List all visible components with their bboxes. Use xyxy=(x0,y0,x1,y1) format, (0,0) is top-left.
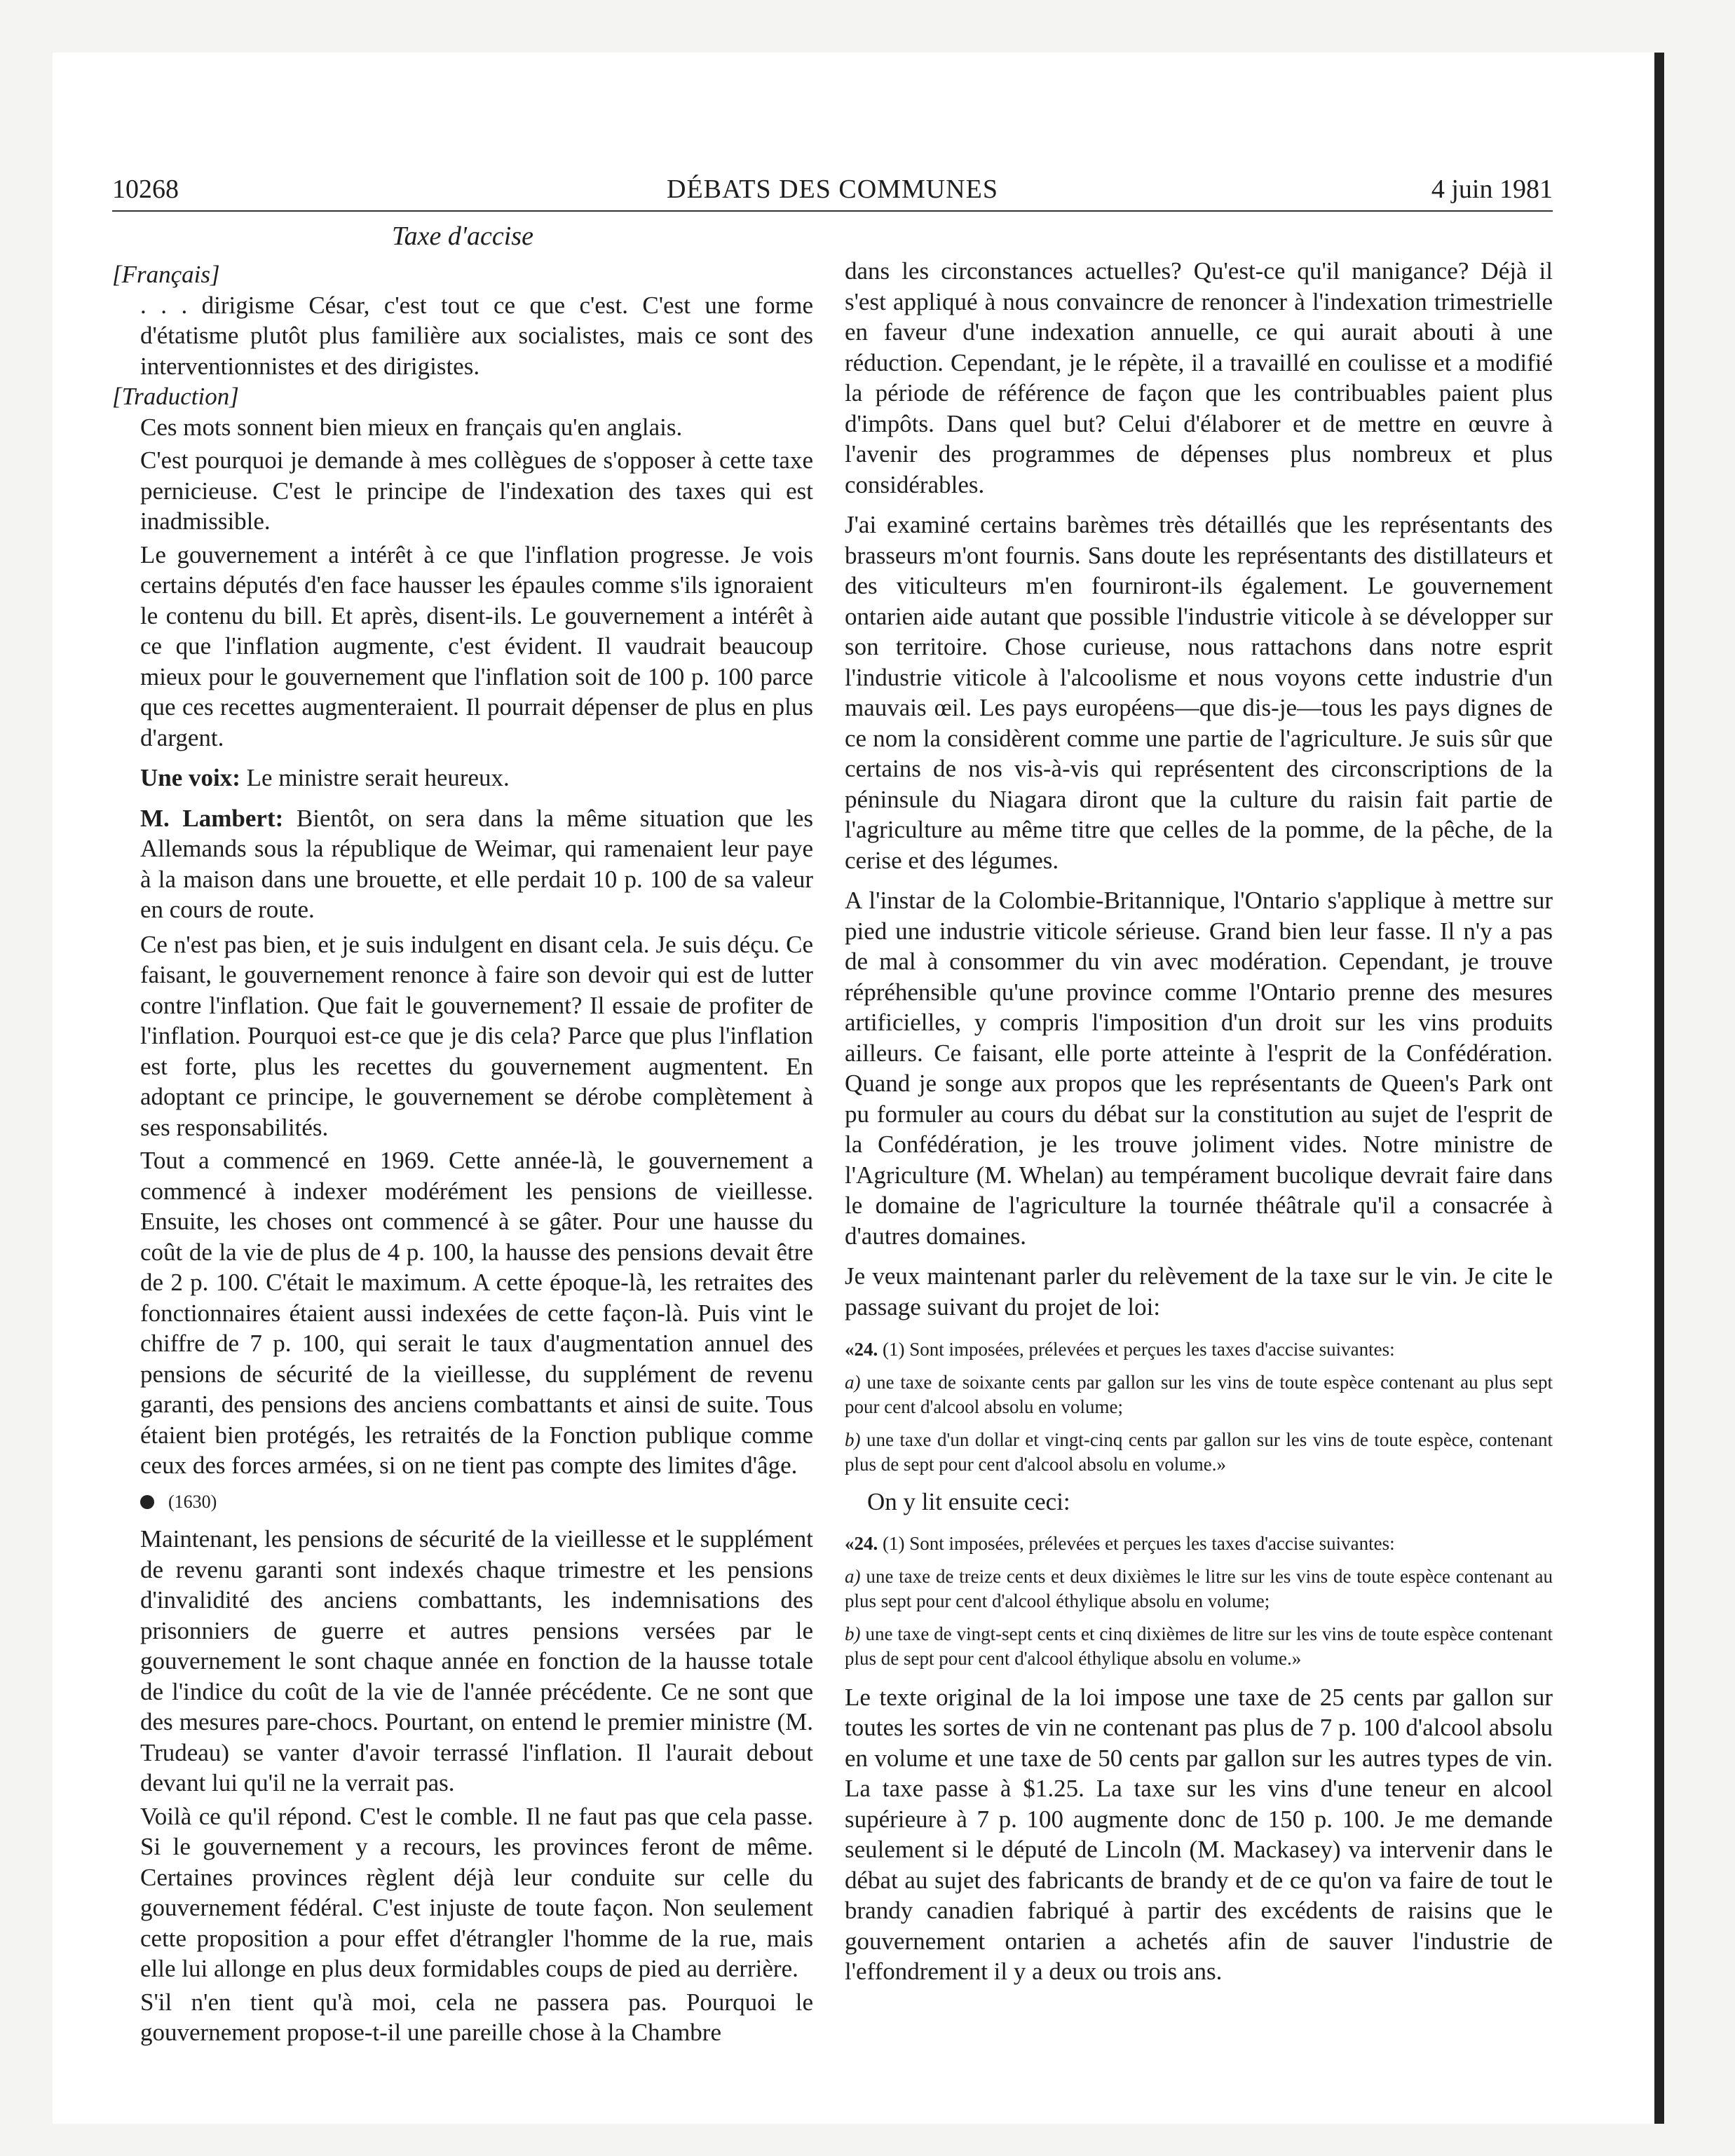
speech-paragraph xyxy=(140,763,813,793)
paragraph: Voilà ce qu'il répond. C'est le comble. Il ne faut pas que cela passe. Si le gouvernement y a recours, les provinces feront de même. Certaines provinces règlent déjà leur conduite sur celle du gouvernement fédéral. C'est injuste de toute façon. Non seulement cette proposition a pour effet d'étrangler l'homme de la rue, mais elle lui allonge en plus deux formidables coups de pied au derrière. xyxy=(140,1802,813,1982)
quote-lead-text: (1) Sont imposées, prélevées et perçues les taxes d'accise suivantes: xyxy=(883,1339,1395,1360)
quote-item-b xyxy=(845,1428,1553,1477)
time-marker xyxy=(140,1487,813,1517)
paragraph: Maintenant, les pensions de sécurité de la vieillesse et le supplément de revenu garanti sont indexés chaque trimestre et les pensions d'invalidité des anciens combattants, les indemnisations des prisonniers de guerre et autres pensions versées par le gouvernement le sont chaque année en fonction de la hausse totale de l'indice du coût de la vie de l'année précédente. Ce ne sont que des mesures pare-chocs. Pourtant, on entend le premier ministre (M. Trudeau) se vanter d'avoir terrassé l'inflation. Il l'aurait debout devant lui qu'il ne la verrait pas. xyxy=(140,1525,813,1796)
bill-quote-2 xyxy=(845,1531,1553,1671)
quote-item-label: a) xyxy=(845,1372,861,1393)
quote-item-label: a) xyxy=(845,1565,861,1587)
paragraph: S'il n'en tient qu'à moi, cela ne passera pas. Pourquoi le gouvernement propose-t-il une pareille chose à la Chambre xyxy=(140,1988,813,2046)
paragraph: A l'instar de la Colombie-Britannique, l'Ontario s'applique à mettre sur pied une industrie viticole sérieuse. Grand bien leur fasse. Il n'y a pas de mal à consommer du vin avec modération. Cependant, je trouve répréhensible qu'une province comme l'Ontario prenne des mesures artificielles, y compris l'imposition d'un droit sur les vins produits ailleurs. Ce faisant, elle porte atteinte à l'esprit de la Confédération. Quand je songe aux propos que les représentants de Queen's Park ont pu formuler au cours du débat sur la constitution au sujet de l'esprit de la Confédération, je les trouve joliment vides. Notre ministre de l'Agriculture (M. Whelan) au tempérament bucolique devrait faire dans le domaine de l'agriculture la tournée théâtrale qu'il a consacrée à d'autres domaines. xyxy=(845,887,1553,1250)
subject-heading: Taxe d'accise xyxy=(392,221,533,251)
quote-item-text: une taxe d'un dollar et vingt-cinq cents par gallon sur les vins de toute espèce, contenant plus de sept pour cent d'alcool absolu en volume.» xyxy=(845,1429,1553,1475)
quote-item-text: une taxe de soixante cents par gallon sur les vins de toute espèce contenant au plus sept pour cent d'alcool absolu en volume; xyxy=(845,1372,1553,1417)
paragraph: dans les circonstances actuelles? Qu'est-ce qu'il manigance? Déjà il s'est appliqué à nous convaincre de renoncer à l'indexation trimestrielle en faveur d'une indexation annuelle, ce qui aurait abouti à une réduction. Cependant, je le répète, il a travaillé en coulisse et a modifié la période de référence de façon que les contribuables paient plus d'impôts. Dans quel but? Celui d'élaborer et de mettre en œuvre à l'avenir des programmes de dépenses plus nombreux et plus considérables. xyxy=(845,257,1553,498)
page-date: 4 juin 1981 xyxy=(1431,175,1553,204)
paragraph: Le gouvernement a intérêt à ce que l'inflation progresse. Je vois certains députés d'en face hausser les épaules comme s'ils ignoraient le contenu du bill. Et après, disent-ils. Le gouvernement a intérêt à ce que l'inflation augmente, c'est évident. Il vaudrait beaucoup mieux pour le gouvernement que l'inflation soit de 100 p. 100 parce que ces recettes augmenteraient. Il pourrait dépenser de plus en plus d'argent. xyxy=(140,540,813,751)
speaker-name: Une voix: xyxy=(140,764,240,791)
language-tag-traduction: [Traduction] xyxy=(112,383,239,410)
quote-lead xyxy=(845,1337,1553,1362)
quote-item-label: b) xyxy=(845,1429,861,1450)
quote-item-label: b) xyxy=(845,1623,861,1644)
paragraph: Le texte original de la loi impose une taxe de 25 cents par gallon sur toutes les sortes de vin ne contenant pas plus de 7 p. 100 d'alcool absolu en volume et une taxe de 50 cents par gallon sur les autres types de vin. La taxe passe à $1.25. La taxe sur les vins d'une teneur en alcool supérieure à 7 p. 100 augmente donc de 150 p. 100. Je me demande seulement si le député de Lincoln (M. Mackasey) va intervenir dans le débat au sujet des fabricants de brandy et de ce qu'on va faire de tout le brandy canadien fabriqué à partir des excédents de raisins que le gouvernement ontarien a achetés afin de sauver l'industrie de l'effondrement il y a deux ou trois ans. xyxy=(845,1683,1553,1985)
paragraph: Je veux maintenant parler du relèvement de la taxe sur le vin. Je cite le passage suivant du projet de loi: xyxy=(845,1262,1553,1321)
quote-item-b xyxy=(845,1622,1553,1671)
quote-lead-text: (1) Sont imposées, prélevées et perçues les taxes d'accise suivantes: xyxy=(883,1532,1395,1554)
language-tag-francais: [Français] xyxy=(112,261,220,288)
bullet-dot-icon xyxy=(140,1495,154,1509)
quote-section-number: «24. xyxy=(845,1339,878,1360)
quote-lead xyxy=(845,1531,1553,1556)
quote-item-text: une taxe de treize cents et deux dixièmes le litre sur les vins de toute espèce contenant au plus sept pour cent d'alcool éthylique absolu en volume; xyxy=(845,1565,1553,1611)
page-header xyxy=(112,168,1553,212)
time-marker-text: (1630) xyxy=(168,1491,217,1512)
speech-text: Le ministre serait heureux. xyxy=(246,764,510,791)
paragraph: Ces mots sonnent bien mieux en français qu'en anglais. xyxy=(140,413,683,441)
quote-item-text: une taxe de vingt-sept cents et cinq dixièmes de litre sur les vins de toute espèce contenant plus de sept pour cent d'alcool éthylique absolu en volume.» xyxy=(845,1623,1553,1669)
speech-text: Bientôt, on sera dans la même situation que les Allemands sous la république de Weimar, qui ramenaient leur paye à la maison dans une brouette, et elle perdait 10 p. 100 de sa valeur en cours de route. xyxy=(140,804,814,923)
right-column xyxy=(845,256,1553,1987)
paragraph: . . . dirigisme César, c'est tout ce que c'est. C'est une forme d'étatisme plutôt plus familière aux socialistes, mais ce sont des interventionnistes et des dirigistes. xyxy=(140,291,813,380)
speaker-name: M. Lambert: xyxy=(140,804,284,832)
speech-paragraph xyxy=(140,803,813,925)
scan-edge-bar xyxy=(1654,53,1664,2124)
paragraph: On y lit ensuite ceci: xyxy=(867,1488,1070,1515)
publication-title: DÉBATS DES COMMUNES xyxy=(667,175,998,204)
paragraph: C'est pourquoi je demande à mes collègues de s'opposer à cette taxe pernicieuse. C'est le principe de l'indexation des taxes qui est inadmissible. xyxy=(140,446,813,535)
left-column xyxy=(112,259,814,2048)
quote-item-a xyxy=(845,1370,1553,1419)
quote-section-number: «24. xyxy=(845,1532,878,1554)
paragraph: J'ai examiné certains barèmes très détaillés que les représentants des brasseurs m'ont fournis. Sans doute les représentants des distillateurs et des viticulteurs m'en fourniront-ils également. Le gouvernement ontarien aide autant que possible l'industrie viticole à se développer sur son territoire. Chose curieuse, nous rattachons dans notre esprit l'industrie viticole à l'alcoolisme et nous voyons cette industrie d'un mauvais œil. Les pays européens—que dis-je—tous les pays dignes de ce nom la considèrent comme une partie de l'agriculture. Je suis sûr que certains de nos vis-à-vis qui représentent des circonscriptions de la péninsule du Niagara diront que la culture du raisin fait partie de l'agriculture au même titre que celles de la pomme, de la pêche, de la cerise et des légumes. xyxy=(845,511,1553,874)
page-number: 10268 xyxy=(112,175,179,204)
quote-item-a xyxy=(845,1564,1553,1613)
bill-quote-1 xyxy=(845,1337,1553,1477)
paragraph: Tout a commencé en 1969. Cette année-là, le gouvernement a commencé à indexer modérément les pensions de vieillesse. Ensuite, les choses ont commencé à se gâter. Pour une hausse du coût de la vie de plus de 4 p. 100, la hausse des pensions devait être de 2 p. 100. C'était le maximum. A cette époque-là, les retraites des fonctionnaires étaient aussi indexées de cette façon-là. Puis vint le chiffre de 7 p. 100, qui serait le taux d'augmentation annuel des pensions de sécurité de la vieillesse, du supplément de revenu garanti, des pensions des anciens combattants et ainsi de suite. Tous étaient bien protégés, les retraités de la Fonction publique comme ceux des forces armées, si on ne tient pas compte des limites d'âge. xyxy=(140,1147,813,1479)
paragraph: Ce n'est pas bien, et je suis indulgent en disant cela. Je suis déçu. Ce faisant, le gouvernement renonce à faire son devoir qui est de lutter contre l'inflation. Que fait le gouvernement? Il essaie de profiter de l'inflation. Pourquoi est-ce que je dis cela? Parce que plus l'inflation est forte, plus les recettes du gouvernement augmentent. En adoptant ce principe, le gouvernement se dérobe complètement à ses responsabilités. xyxy=(140,930,813,1141)
